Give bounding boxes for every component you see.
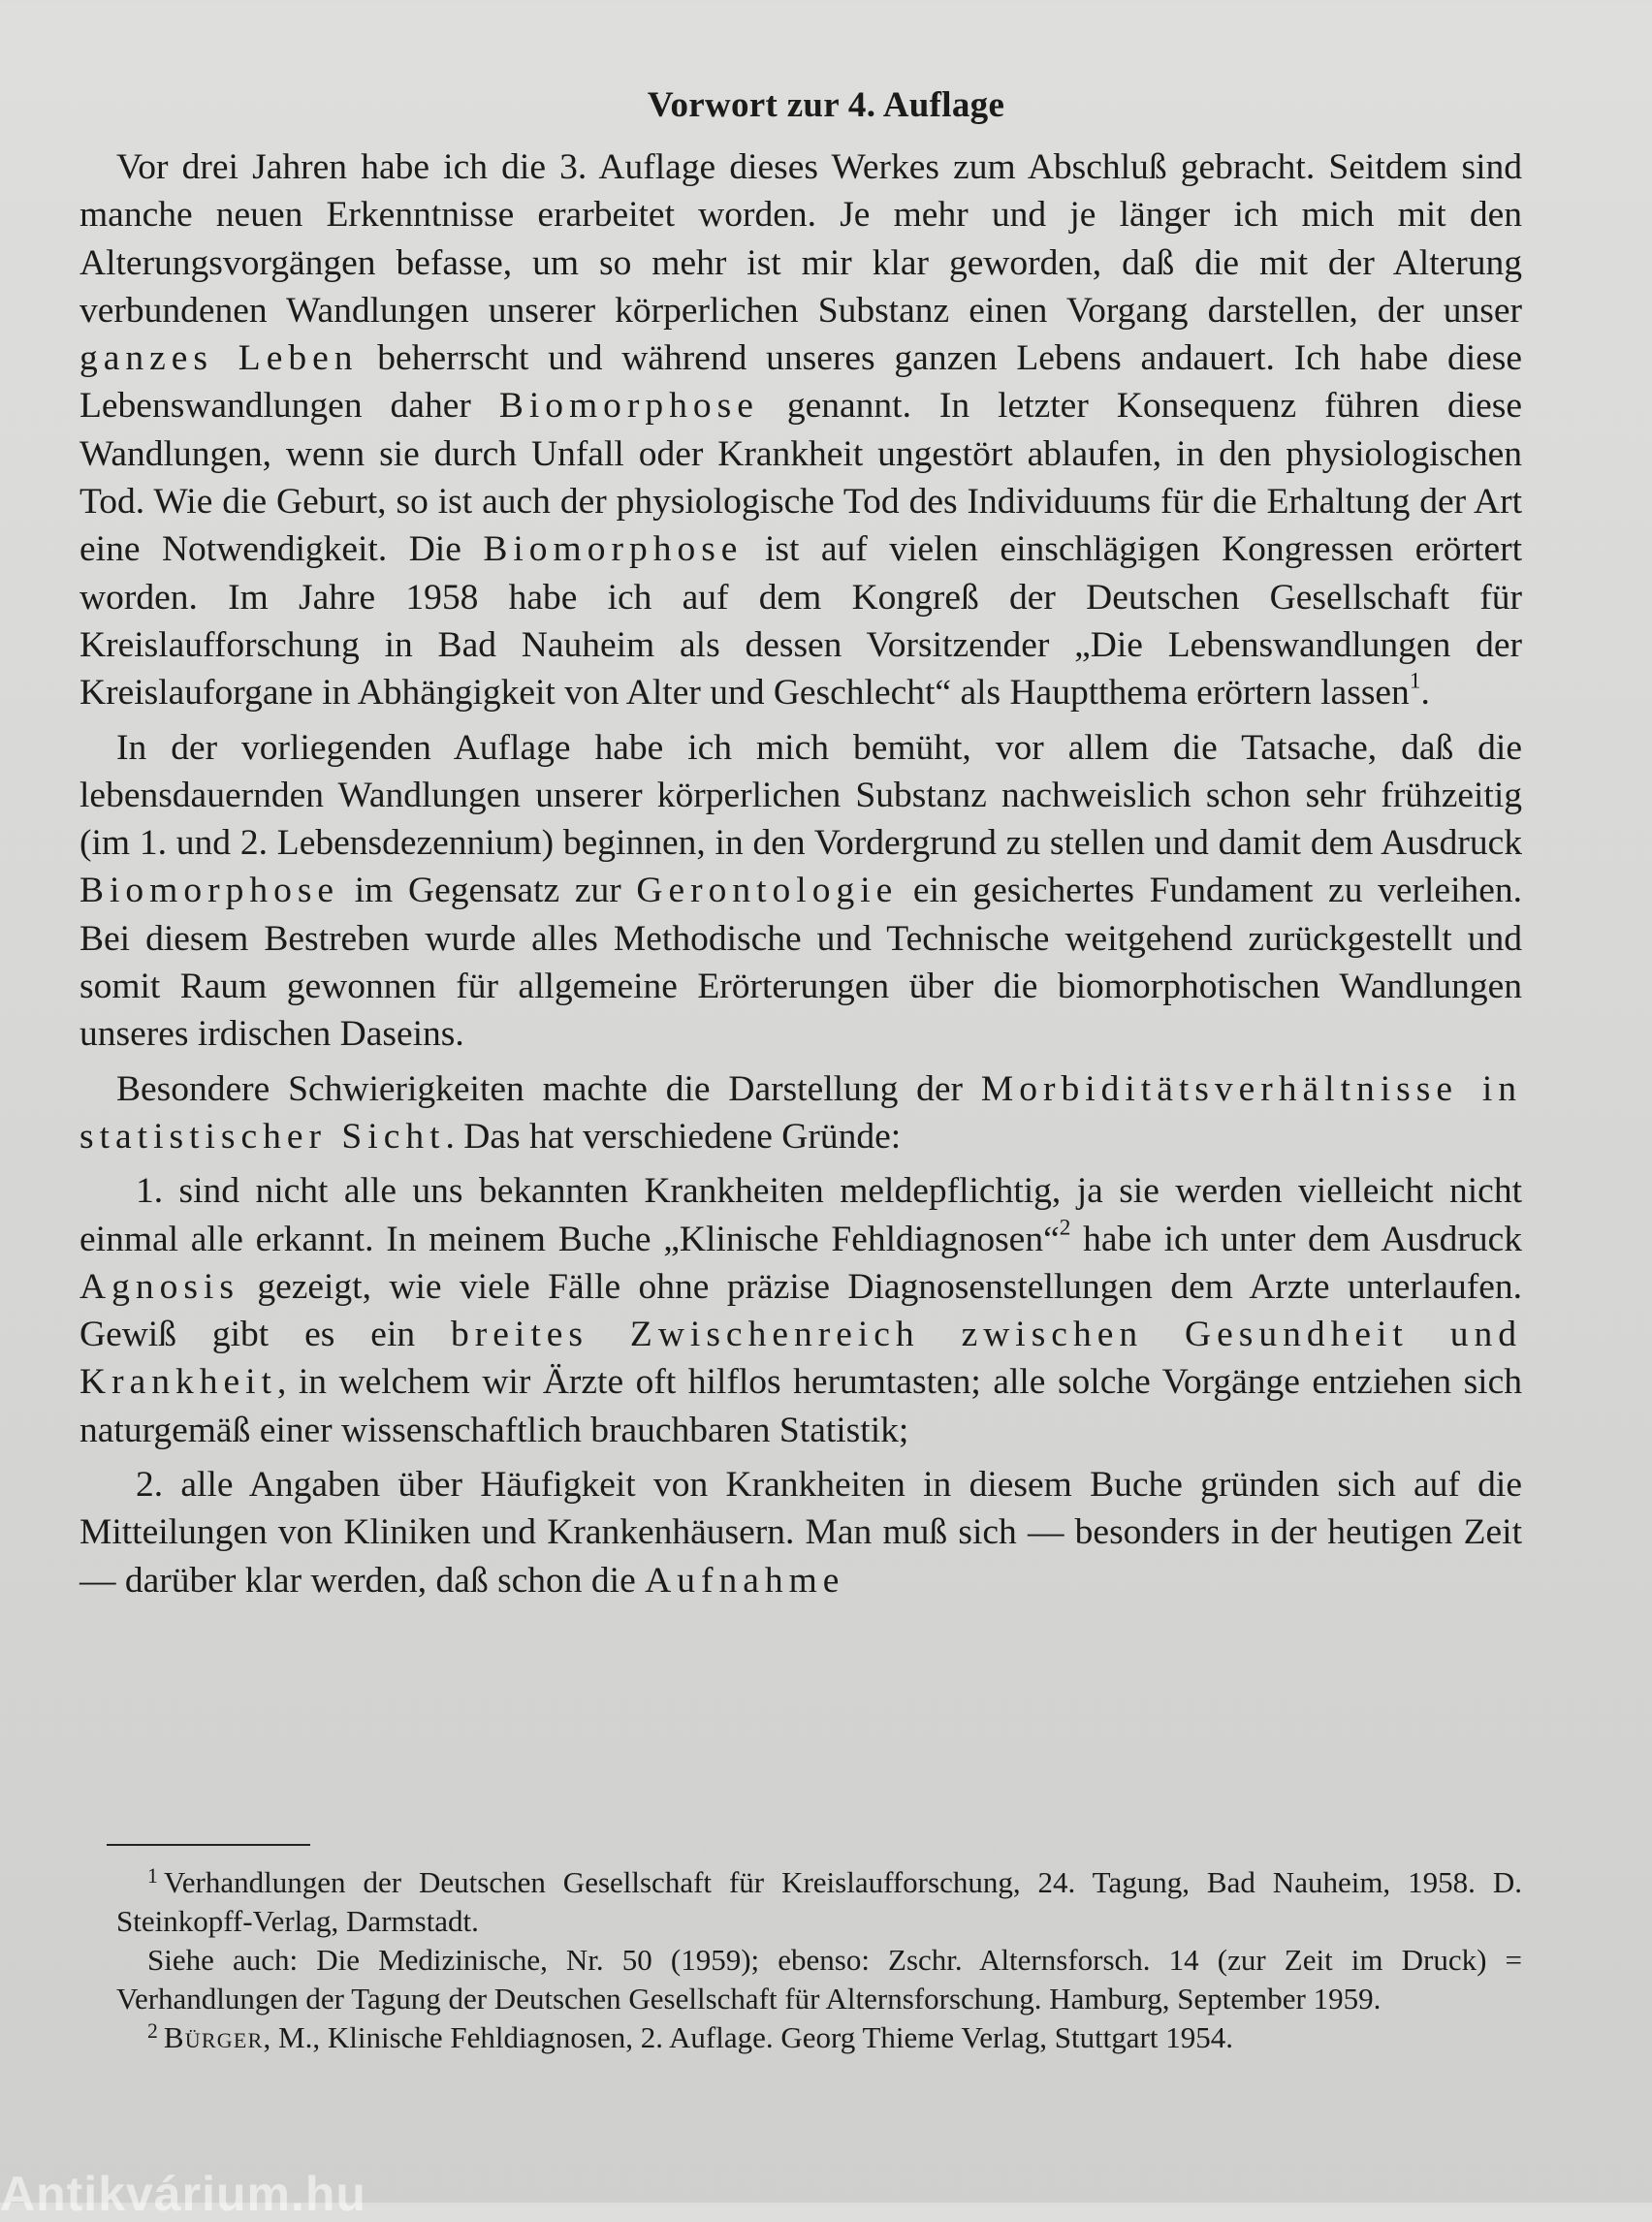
paragraph-3	[79, 1065, 1522, 1161]
list-item-1-text-b: habe ich unter dem Ausdruck	[1070, 1219, 1523, 1259]
paragraph-1-text-a: Vor drei Jahren habe ich die 3. Auflage dieses Werkes zum Abschluß gebracht. Seitdem sind manche neuen Erkenntnisse erarbeitet worden. Je mehr und je länger ich mich mit den Alterungsvorgängen befasse, um so mehr ist mir klar geworden, daß die mit der Alterung verbundenen Wandlungen unserer körperlichen Substanz einen Vorgang darstellen, der unser	[79, 147, 1522, 331]
footnote-2-text: , M., Klinische Fehldiagnosen, 2. Auflage. Georg Thieme Verlag, Stuttgart 1954.	[263, 2020, 1233, 2054]
footnote-1	[116, 1863, 1522, 1941]
footnote-1-text: Verhandlungen der Deutschen Gesellschaft für Kreislaufforschung, 24. Tagung, Bad Nauheim, 1958. D. Steinkopff-Verlag, Darmstadt.	[116, 1865, 1522, 1938]
list-item-2-spaced-aufnahme: Aufnahme	[645, 1560, 845, 1601]
footnote-ref-1: 1	[1409, 669, 1421, 694]
footnote-2-mark: 2	[147, 2019, 158, 2044]
footnote-2-author: Bürger	[163, 2020, 264, 2054]
paragraph-3-text-a: Besondere Schwierigkeiten machte die Darstellung der	[116, 1068, 981, 1109]
footnote-1b-text: Siehe auch: Die Medizinische, Nr. 50 (1959); ebenso: Zschr. Alternsforsch. 14 (zur Zeit im Druck) = Verhandlungen der Tagung der Deutschen Gesellschaft für Alternsforschung. Hamburg, September 1959.	[116, 1943, 1522, 2016]
paragraph-1-text-c: beherrscht und während unseres ganzen Lebens andauert. Ich habe diese Lebenswandlungen daher	[79, 338, 1522, 427]
paragraph-2-spaced-gerontologie: Gerontologie	[636, 871, 899, 911]
paragraph-1-text-e: genannt. In letzter Konsequenz führen diese Wandlungen, wenn sie durch Unfall oder Krankheit ungestört ablaufen, in den physiologischen Tod. Wie die Geburt, so ist auch der physiologische Tod des Individuums für die Erhaltung der Art	[79, 386, 1523, 523]
list-item-2	[79, 1461, 1522, 1604]
paragraph-1-spaced-biomorphose: Biomorphose	[498, 386, 759, 427]
list-item-1	[79, 1167, 1522, 1454]
watermark: Antikvárium.hu	[0, 2167, 366, 2221]
list-item-1-spaced-agnosis: Agnosis	[79, 1266, 239, 1307]
paragraph-1-text-f: eine Notwendigkeit. Die	[79, 529, 484, 570]
list-item-1-spaced-zwischenreich: breites Zwischenreich zwischen Gesundheit und Krankheit	[79, 1315, 1522, 1403]
paragraph-2-text-a: In der vorliegenden Auflage habe ich mich bemüht, vor allem die Tatsache, daß die lebensdauernden Wandlungen unserer körperlichen Substanz nachweislich schon sehr frühzeitig (im 1. und 2. Lebensdezennium) beginnen, in den Vordergrund zu stellen und damit dem Ausdruck	[79, 727, 1522, 864]
paragraph-1-spaced-biomorphose-2: Biomorphose	[483, 529, 744, 570]
body-text	[79, 143, 1522, 1611]
list-item-1-text-f: , in welchem wir Ärzte oft hilflos herumtasten; alle solche Vorgänge entziehen sich naturgemäß einer wissenschaftlich brauchbaren Statistik;	[79, 1362, 1522, 1450]
list-item-1-text-a: 1. sind nicht alle uns bekannten Krankheiten meldepflichtig, ja sie werden vielleicht nicht einmal alle erkannt. In meinem Buche „Klinische Fehldiagnosen“	[79, 1171, 1522, 1259]
paragraph-3-text-c: . Das hat verschiedene Gründe:	[445, 1116, 902, 1157]
footnote-2	[116, 2018, 1522, 2057]
paragraph-3-spaced-morbiditaet: Morbiditätsverhältnisse in statistischer Sicht	[79, 1068, 1522, 1157]
page-title: Vorwort zur 4. Auflage	[647, 84, 1005, 125]
paragraph-2-text-c: im Gegensatz zur	[339, 871, 637, 911]
paragraph-1-end: .	[1420, 673, 1430, 714]
footnote-ref-2: 2	[1059, 1215, 1071, 1241]
paragraph-2	[79, 724, 1522, 1059]
paragraph-1-text-h: ist auf vielen einschlägigen Kongressen erörtert worden. Im Jahre 1958 habe ich auf dem Kongreß der Deutschen Gesellschaft für Kreislaufforschung in Bad Nauheim als dessen Vorsitzender „Die Lebenswandlungen der Kreislauforgane in Abhängigkeit von Alter und Geschlecht“ als Hauptthema erörtern lassen	[79, 529, 1522, 714]
paragraph-1-spaced-ganzes-leben: ganzes Leben	[79, 338, 359, 379]
footnotes	[116, 1863, 1522, 2057]
paragraph-2-text-e: ein gesichertes Fundament zu verleihen. Bei diesem Bestreben wurde alles Methodische und Technische weitgehend zurückgestellt und somit Raum gewonnen für allgemeine Erörterungen über die biomorphotischen Wandlungen unseres irdischen Daseins.	[79, 871, 1523, 1055]
footnote-1-continuation	[116, 1941, 1522, 2018]
list-item-2-text-a: 2. alle Angaben über Häufigkeit von Krankheiten in diesem Buche gründen sich auf die Mitteilungen von Kliniken und Krankenhäusern. Man muß sich — besonders in der heutigen Zeit — darüber klar werden, daß schon die	[79, 1465, 1522, 1601]
footnote-divider	[107, 1844, 310, 1846]
list-item-1-text-d: gezeigt, wie viele Fälle ohne präzise Diagnosenstellungen dem Arzte unterlaufen. Gewiß gibt es ein	[79, 1266, 1522, 1355]
paragraph-2-spaced-biomorphose: Biomorphose	[79, 871, 340, 911]
paragraph-1	[79, 143, 1522, 717]
footnote-1-mark: 1	[147, 1864, 158, 1889]
